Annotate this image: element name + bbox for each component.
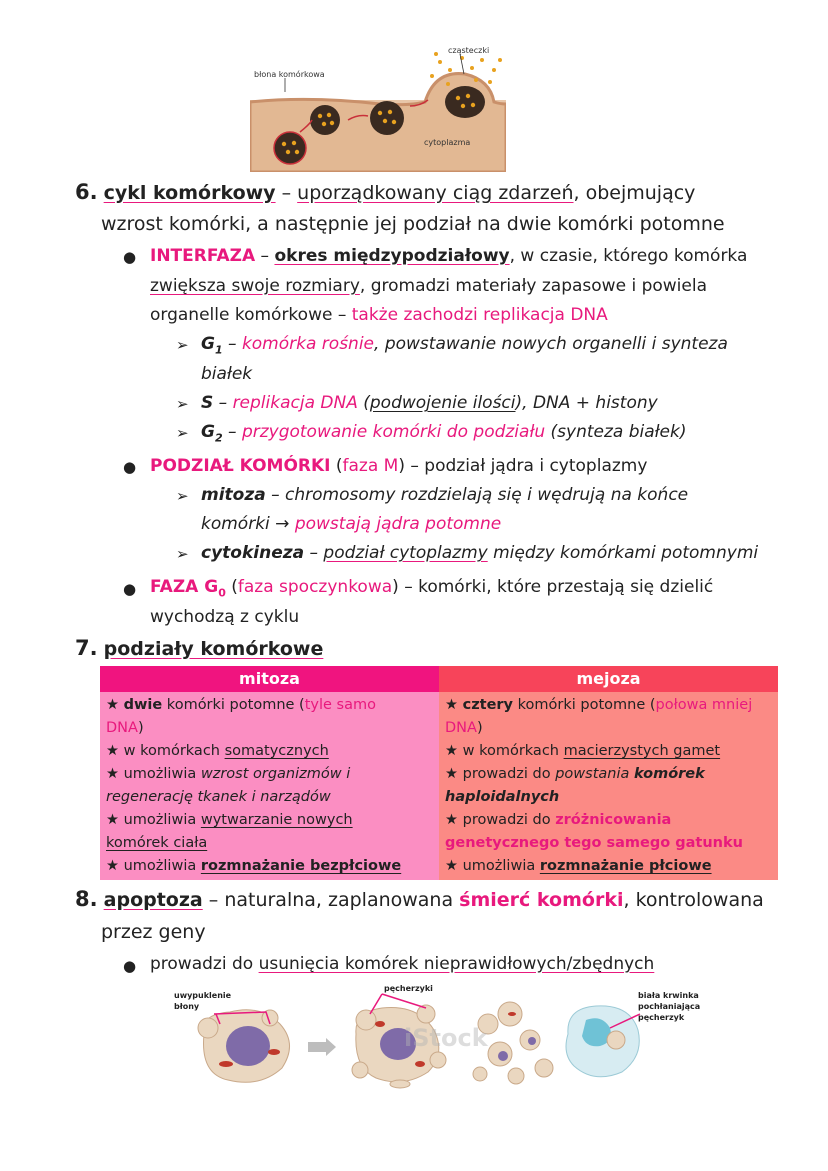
section8-line1: 8. apoptoza – naturalna, zaplanowana śmierć komórki, kontrolowana [75, 887, 764, 911]
g0-line1: FAZA $G_0$ (faza spoczynkowa) – komórki, które przestają się dzielić [150, 577, 714, 600]
mitoza-line1: mitoza – chromosomy rozdzielają się i wędrują na końce [201, 485, 689, 505]
g0-line2: wychodzą z cyklu [150, 607, 300, 627]
mitoza-header: mitoza [100, 666, 439, 692]
section8-term: apoptoza [103, 889, 203, 911]
watermark: iStock [404, 1024, 488, 1052]
section7-title: podziały komórkowe [103, 638, 324, 660]
section7-heading: 7. podziały komórkowe [75, 636, 324, 660]
mitoza-line2: komórki → powstają jądra potomne [201, 514, 502, 534]
division-comparison-table [100, 666, 778, 880]
section6-line2: wzrost komórki, a następnie jej podział na dwie komórki potomne [101, 213, 725, 235]
bullet-interfaza: ● [123, 248, 137, 266]
label-bulge: uwypuklenie błony [174, 991, 232, 1011]
label-vesicles: pęcherzyki [384, 984, 433, 993]
g2-line: $G_2$ – przygotowanie komórki do podziału (synteza białek) [201, 422, 687, 445]
arrow-bullet-s: ➢ [176, 395, 189, 413]
section6-term: cykl komórkowy [103, 182, 276, 204]
interfaza-line3: organelle komórkowe – także zachodzi replikacja DNA [150, 305, 608, 325]
label-particles: cząsteczki [448, 46, 490, 55]
arrow-bullet-mitoza: ➢ [176, 487, 189, 505]
podzial-line: PODZIAŁ KOMÓRKI (faza M) – podział jądra i cytoplazmy [150, 456, 648, 476]
cytokineza-line: cytokineza – podział cytoplazmy między komórkami potomnymi [201, 543, 759, 563]
s-line: S – replikacja DNA (podwojenie ilości), DNA + histony [201, 393, 658, 413]
g1-line2: białek [201, 364, 253, 384]
section6-line1: 6. cykl komórkowy – uporządkowany ciąg zdarzeń, obejmujący [75, 180, 696, 204]
apoptoza-bullet-line: prowadzi do usunięcia komórek nieprawidłowych/zbędnych [150, 954, 655, 974]
endocytosis-illustration [250, 40, 506, 172]
interfaza-line1: INTERFAZA – okres międzypodziałowy, w czasie, którego komórka [150, 246, 748, 266]
bullet-podzial: ● [123, 458, 137, 476]
section6-definition: uporządkowany ciąg zdarzeń [297, 182, 574, 204]
podzial-name: PODZIAŁ KOMÓRKI [150, 456, 331, 476]
interfaza-line2: zwiększa swoje rozmiary, gromadzi materiały zapasowe i powiela [150, 276, 707, 296]
arrow-bullet-g2: ➢ [176, 424, 189, 442]
mitoza-column: ★ dwie komórki potomne (tyle samo DNA) ★ w komórkach somatycznych ★ umożliwia wzrost organizmów i regenerację tkanek i narządów ★ umożliwia wytwarzanie nowych komórek ciała ★ umożliwia rozmnażanie bezpłciowe [100, 692, 439, 880]
bullet-apoptoza: ● [123, 957, 137, 975]
interfaza-name: INTERFAZA [150, 246, 256, 266]
bullet-g0: ● [123, 580, 137, 598]
label-wbc: biała krwinka pochłaniająca pęcherzyk [638, 991, 701, 1022]
endocytosis-figure [250, 40, 506, 172]
arrow-bullet-g1: ➢ [176, 336, 189, 354]
section6-number: 6. [75, 180, 98, 204]
apoptosis-figure [170, 984, 740, 1092]
label-membrane: błona komórkowa [254, 70, 325, 79]
section8-line2: przez geny [101, 921, 206, 943]
label-cytoplasm: cytoplazma [424, 138, 471, 147]
mejoza-column: ★ cztery komórki potomne (połowa mniej DNA) ★ w komórkach macierzystych gamet ★ prowadzi do powstania komórek haploidalnych ★ prowadzi do zróżnicowania genetycznego tego samego gatunku ★ umożliwia rozmnażanie płciowe [439, 692, 778, 880]
mejoza-header: mejoza [439, 666, 778, 692]
arrow-bullet-cytokineza: ➢ [176, 545, 189, 563]
g1-line1: $G_1$ – komórka rośnie, powstawanie nowych organelli i synteza [201, 334, 728, 357]
